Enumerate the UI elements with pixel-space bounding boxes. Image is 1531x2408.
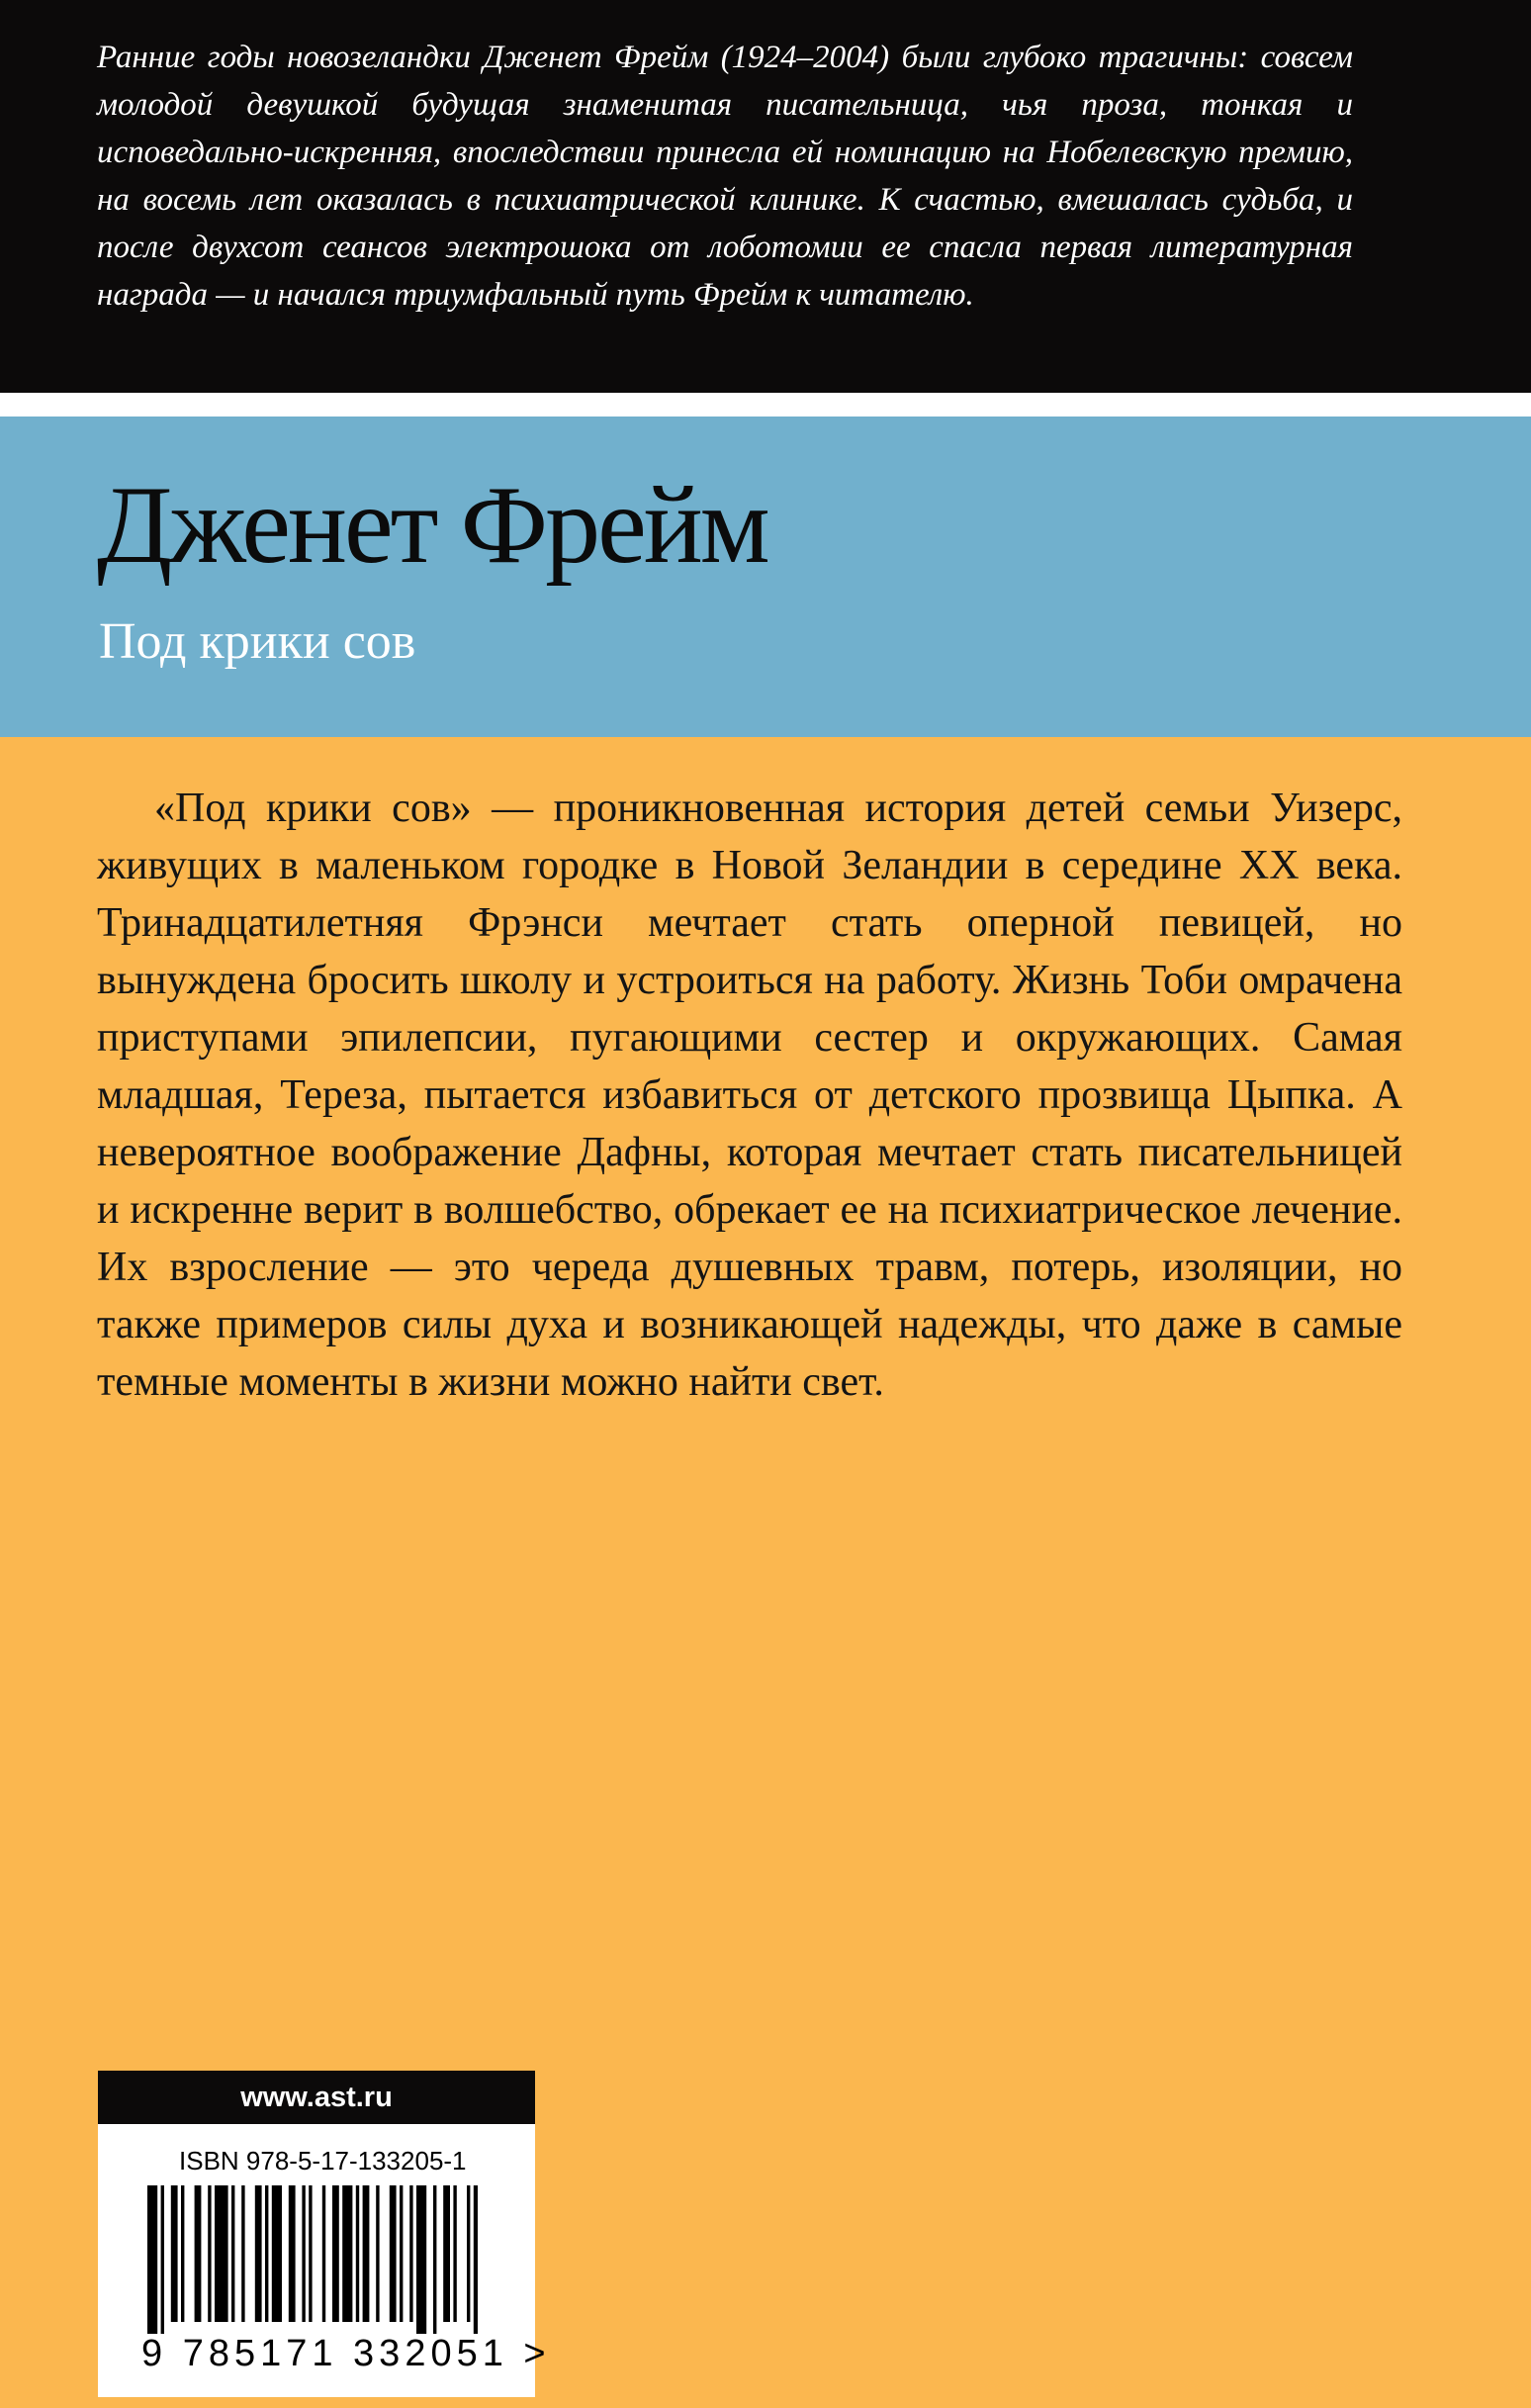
barcode-bar <box>208 2185 211 2322</box>
barcode-bar <box>474 2185 478 2334</box>
barcode-bar <box>443 2185 450 2322</box>
barcode-bar <box>195 2185 202 2322</box>
intro-band <box>0 0 1531 393</box>
barcode-bar <box>241 2185 244 2322</box>
intro-text: Ранние годы новозеландки Дженет Фрейм (1924–2004) были глубоко трагичны: совсем молодой девушкой будущая знаменитая писательница, чья проза, тонкая и исповедально-искренняя, впоследствии принесла ей номинацию на Нобелевскую премию, на восемь лет оказалась в психиатрической клинике. К счастью, вмешалась судьба, и после двухсот сеансов электрошока от лоботомии ее спасла первая литературная награда — и начался триумфальный путь Фрейм к читателю. <box>97 40 1353 313</box>
barcode-bar <box>231 2185 234 2322</box>
publisher-website: www.ast.ru <box>98 2071 535 2124</box>
barcode-bar <box>409 2185 412 2322</box>
barcode-bar <box>161 2185 164 2334</box>
barcode-bar <box>342 2185 352 2322</box>
barcode-bar <box>363 2185 370 2322</box>
barcode-bar <box>147 2185 157 2334</box>
barcode-bar <box>309 2185 312 2322</box>
barcode-bar <box>265 2185 268 2322</box>
barcode-bar <box>467 2185 470 2322</box>
title-band <box>0 417 1531 737</box>
barcode-bar <box>332 2185 339 2322</box>
isbn-number: ISBN 978-5-17-133205-1 <box>179 2146 467 2176</box>
barcode-bar <box>302 2185 305 2322</box>
barcode-bar <box>272 2185 282 2322</box>
barcode-bar <box>171 2185 178 2322</box>
barcode-bar <box>289 2185 296 2322</box>
book-title: Под крики сов <box>99 613 416 670</box>
barcode-bar <box>390 2185 397 2322</box>
barcode-bar <box>416 2185 426 2334</box>
barcode-icon <box>145 2185 482 2334</box>
barcode-bar <box>400 2185 403 2322</box>
author-name: Дженет Фрейм <box>97 464 767 587</box>
barcode-bar <box>322 2185 325 2322</box>
divider-strip <box>0 393 1531 417</box>
barcode-bar <box>376 2185 379 2322</box>
book-description: «Под крики сов» — проникновенная история детей семьи Уизерс, живущих в маленьком городке в Новой Зеландии в середине XX века. Тринадцатилетняя Фрэнси мечтает стать оперной певицей, но вынуждена бросить школу и устроиться на работу. Жизнь Тоби омрачена приступами эпилепсии, пугающими сестер и окружающих. Самая младшая, Тереза, пытается избавиться от детского прозвища Цыпка. А невероятное воображение Дафны, которая мечтает стать писательницей и искренне верит в волшебство, обрекает ее на психиатрическое лечение. Их взросление — это череда душевных травм, потерь, изоляции, но также примеров силы духа и возникающей надежды, что даже в самые темные моменты в жизни можно найти свет. <box>97 786 1402 1405</box>
barcode-bar <box>181 2185 184 2322</box>
barcode-bar <box>255 2185 262 2322</box>
isbn-barcode-block <box>98 2071 551 2397</box>
barcode-bar <box>215 2185 228 2322</box>
barcode-digits: 9 785171 332051 > <box>141 2333 551 2374</box>
barcode-bar <box>433 2185 436 2334</box>
barcode-bar <box>356 2185 359 2322</box>
barcode-bar <box>453 2185 456 2322</box>
